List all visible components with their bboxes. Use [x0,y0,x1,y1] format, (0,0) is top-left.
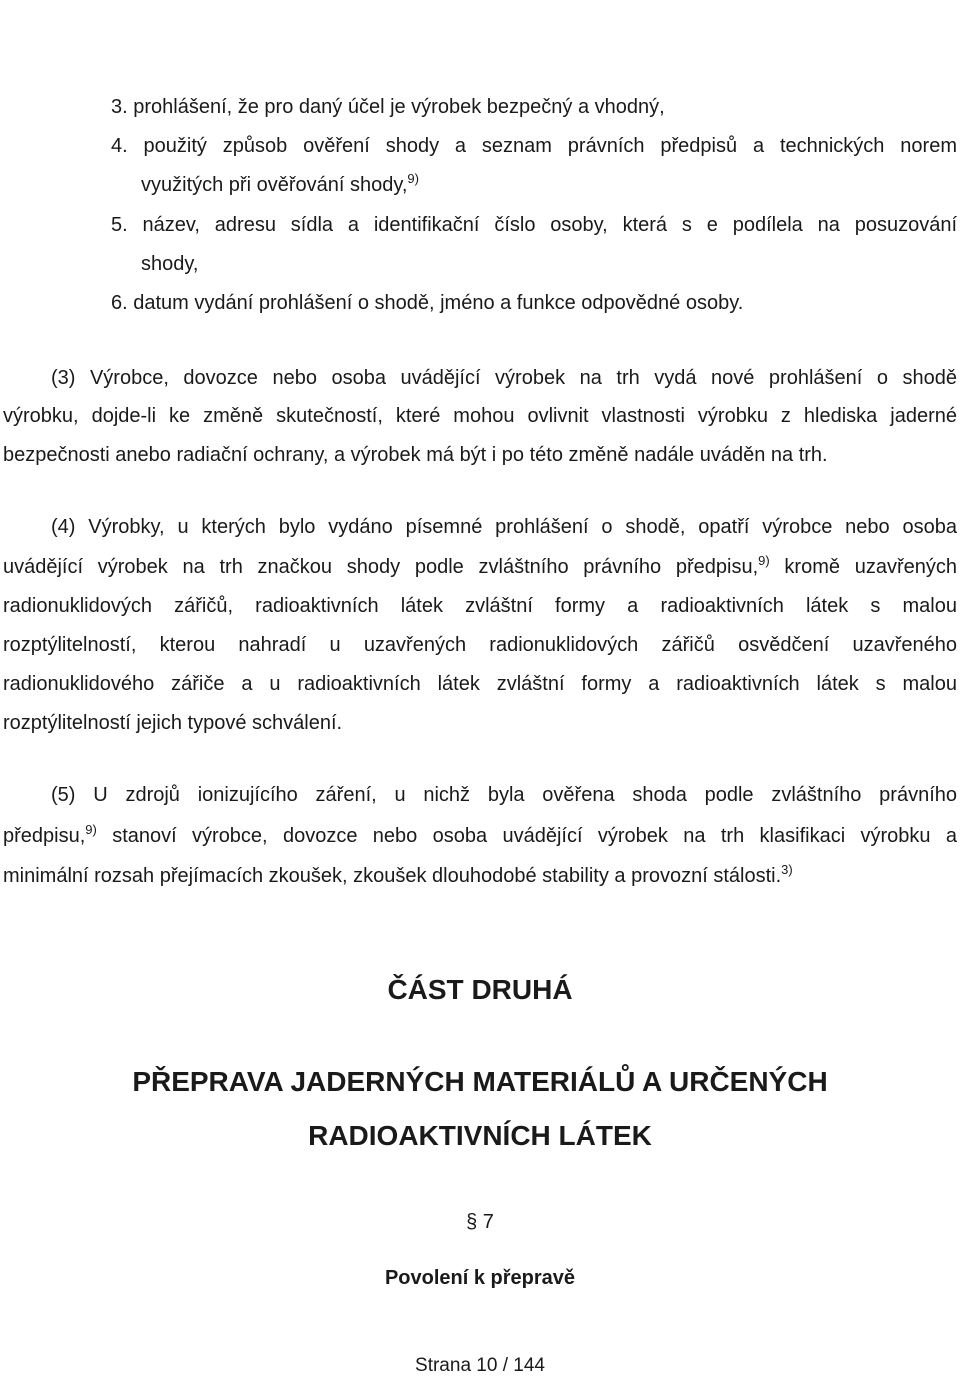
list-item-3: 3. prohlášení, že pro daný účel je výrobek bezpečný a vhodný, [111,96,665,118]
paragraph-3-line: bezpečnosti anebo radiační ochrany, a výrobek má být i po této změně nadále uváděn na trh. [3,444,828,466]
list-item-4-continuation: využitých při ověřování shody,$^{9)}$ [141,171,419,196]
list-item-5: 5. název, adresu sídla a identifikační číslo osoby, která s e podílela na posuzování [111,214,957,236]
paragraph-4-line: radionuklidového zářiče a u radioaktivních látek zvláštní formy a radioaktivních látek s malou [3,673,957,695]
section-mark: § 7 [466,1211,494,1233]
list-item-4: 4. použitý způsob ověření shody a seznam právních předpisů a technických norem [111,135,957,157]
list-item-6: 6. datum vydání prohlášení o shodě, jméno a funkce odpovědné osoby. [111,292,744,314]
paragraph-4-line: rozptýlitelností jejich typové schválení. [3,712,343,734]
paragraph-5-line: minimální rozsah přejímacích zkoušek, zkoušek dlouhodobé stability a provozní stálosti.$^{3)}$ [3,862,793,887]
list-item-5-continuation: shody, [141,253,199,275]
paragraph-4-line: radionuklidových zářičů, radioaktivních látek zvláštní formy a radioaktivních látek s malou [3,595,957,617]
paragraph-5-line: (5) U zdrojů ionizujícího záření, u nichž byla ověřena shoda podle zvláštního právního [51,784,957,806]
paragraph-3-line: (3) Výrobce, dovozce nebo osoba uvádějící výrobek na trh vydá nové prohlášení o shodě [51,367,957,389]
part-title-line-1: PŘEPRAVA JADERNÝCH MATERIÁLŮ A URČENÝCH [132,1066,828,1097]
paragraph-4-line: (4) Výrobky, u kterých bylo vydáno písemné prohlášení o shodě, opatří výrobce nebo osoba [51,516,957,538]
paragraph-3-line: výrobku, dojde-li ke změně skutečností, které mohou ovlivnit vlastnosti výrobku z hlediska jaderné [3,405,957,427]
footnote-ref: 3) [781,862,793,877]
part-heading: ČÁST DRUHÁ [387,974,573,1005]
paragraph-5-line: předpisu,$^{9)}$ stanoví výrobce, dovozce nebo osoba uvádějící výrobek na trh klasifikaci výrobku a [3,822,957,847]
paragraph-4-line: rozptýlitelností, kterou nahradí u uzavřených radionuklidových zářičů osvědčení uzavřeného [3,634,957,656]
section-title: Povolení k přepravě [384,1267,576,1289]
paragraph-4-line: uvádějící výrobek na trh značkou shody podle zvláštního právního předpisu,$^{9)}$ kromě uzavřených [3,553,957,578]
page-number: Strana 10 / 144 [415,1355,545,1376]
footnote-ref: 9) [85,822,97,837]
part-title-line-2: RADIOAKTIVNÍCH LÁTEK [308,1120,652,1151]
footnote-ref: 9) [407,171,419,186]
footnote-ref: 9) [758,553,770,568]
